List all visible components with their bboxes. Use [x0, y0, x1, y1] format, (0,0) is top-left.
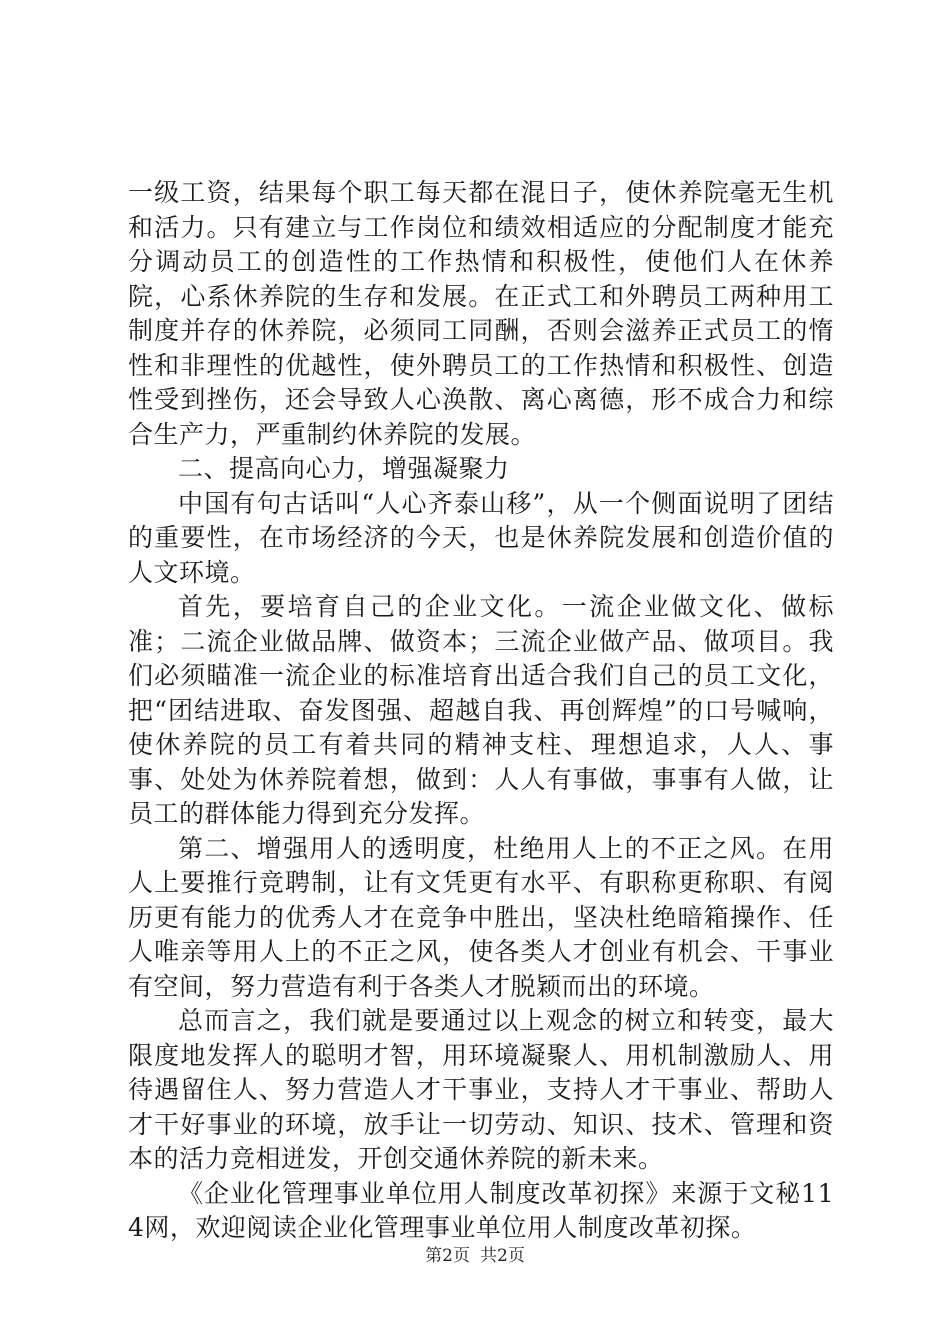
- section-heading: 二、提高向心力，增强凝聚力: [178, 454, 510, 483]
- paragraph: 首先，要培育自己的企业文化。一流企业做文化、做标准；二流企业做品牌、做资本；三流企业做产品、做项目。我们必须瞄准一流企业的标准培育出适合我们自己的员工文化，把“团结进取、奋发图强、超越自我、再创辉煌”的口号喊响，使休养院的员工有着共同的精神支柱、理想追求，人人、事事、处处为休养院着想，做到：人人有事做，事事有人做，让员工的群体能力得到充分发挥。: [128, 592, 834, 828]
- paragraph: 总而言之，我们就是要通过以上观念的树立和转变，最大限度地发挥人的聪明才智，用环境凝聚人、用机制激励人、用待遇留住人、努力营造人才干事业，支持人才干事业、帮助人才干好事业的环境，放手让一切劳动、知识、技术、管理和资本的活力竞相迸发，开创交通休养院的新未来。: [128, 1006, 834, 1173]
- document-body: [128, 176, 834, 1246]
- page-footer: [0, 1241, 950, 1266]
- paragraph-continuation: 一级工资，结果每个职工每天都在混日子，使休养院毫无生机和活力。只有建立与工作岗位和绩效相适应的分配制度才能充分调动员工的创造性的工作热情和积极性，使他们人在休养院，心系休养院的生存和发展。在正式工和外聘员工两种用工制度并存的休养院，必须同工同酬，否则会滋养正式员工的惰性和非理性的优越性，使外聘员工的工作热情和积极性、创造性受到挫伤，还会导致人心涣散、离心离德，形不成合力和综合生产力，严重制约休养院的发展。: [128, 178, 834, 449]
- source-note: 《企业化管理事业单位用人制度改革初探》来源于文秘114网，欢迎阅读企业化管理事业单位用人制度改革初探。: [128, 1178, 834, 1242]
- page-number: 第2页: [425, 1246, 470, 1266]
- paragraph: 第二、增强用人的透明度，杜绝用人上的不正之风。在用人上要推行竞聘制，让有文凭更有水平、有职称更称职、有阅历更有能力的优秀人才在竞争中胜出，坚决杜绝暗箱操作、任人唯亲等用人上的不正之风，使各类人才创业有机会、干事业有空间，努力营造有利于各类人才脱颖而出的环境。: [128, 833, 834, 1001]
- paragraph: 中国有句古话叫“人心齐泰山移”，从一个侧面说明了团结的重要性，在市场经济的今天，也是休养院发展和创造价值的人文环境。: [128, 488, 834, 587]
- page-total: 共2页: [480, 1246, 525, 1266]
